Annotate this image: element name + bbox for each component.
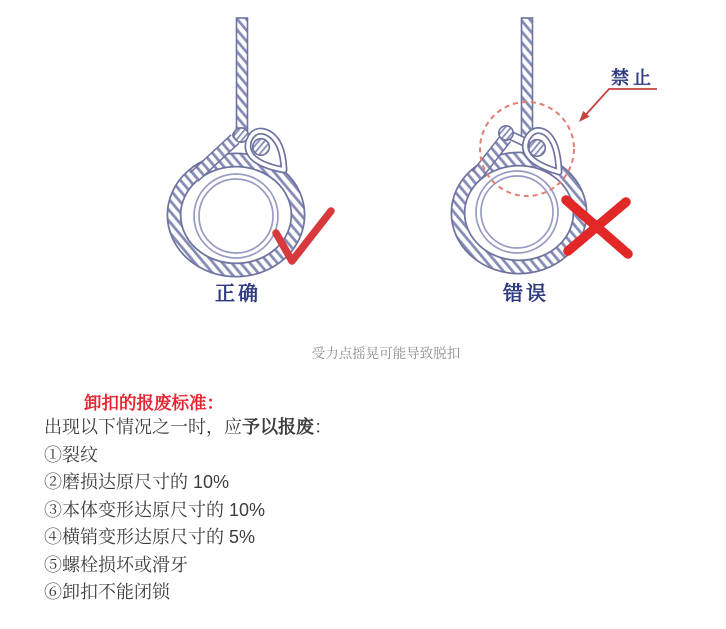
list-item: ④横销变形达原尺寸的 5% — [44, 527, 256, 547]
intro-prefix: 出现以下情况之一时，应 — [44, 417, 242, 437]
figure-caption: 受力点摇晃可能导致脱扣 — [311, 346, 461, 361]
list-item: ①裂纹 — [44, 444, 98, 465]
pin-eye — [253, 139, 270, 156]
prohibit-label: 禁止 — [611, 68, 655, 88]
intro-emphasis: 予以报废 — [242, 417, 314, 437]
pin-head — [499, 126, 513, 140]
correct-diagram — [174, 18, 331, 305]
thimble-ring — [476, 171, 558, 253]
intro-line — [44, 414, 332, 442]
prohibit-arrow-icon — [581, 89, 657, 120]
section-heading: 卸扣的报废标准： — [84, 393, 224, 413]
wrong-label: 错误 — [503, 283, 549, 305]
list-item: ⑤螺栓损坏或滑牙 — [44, 554, 188, 575]
list-item: ⑥卸扣不能闭锁 — [44, 582, 170, 602]
hoist-rope — [522, 18, 533, 138]
pin-head — [234, 128, 248, 142]
list-item: ③本体变形达原尺寸的 10% — [44, 499, 266, 520]
list-item: ②磨损达原尺寸的 10% — [44, 472, 230, 492]
pin-eye — [529, 140, 546, 157]
correct-label: 正确 — [215, 283, 261, 305]
prohibit-callout — [579, 67, 657, 122]
intro-suffix: ： — [314, 417, 332, 437]
scrap-criteria-text — [44, 414, 332, 607]
wrong-diagram — [458, 18, 657, 305]
thimble-ring — [194, 174, 278, 258]
hoist-rope — [237, 18, 248, 134]
